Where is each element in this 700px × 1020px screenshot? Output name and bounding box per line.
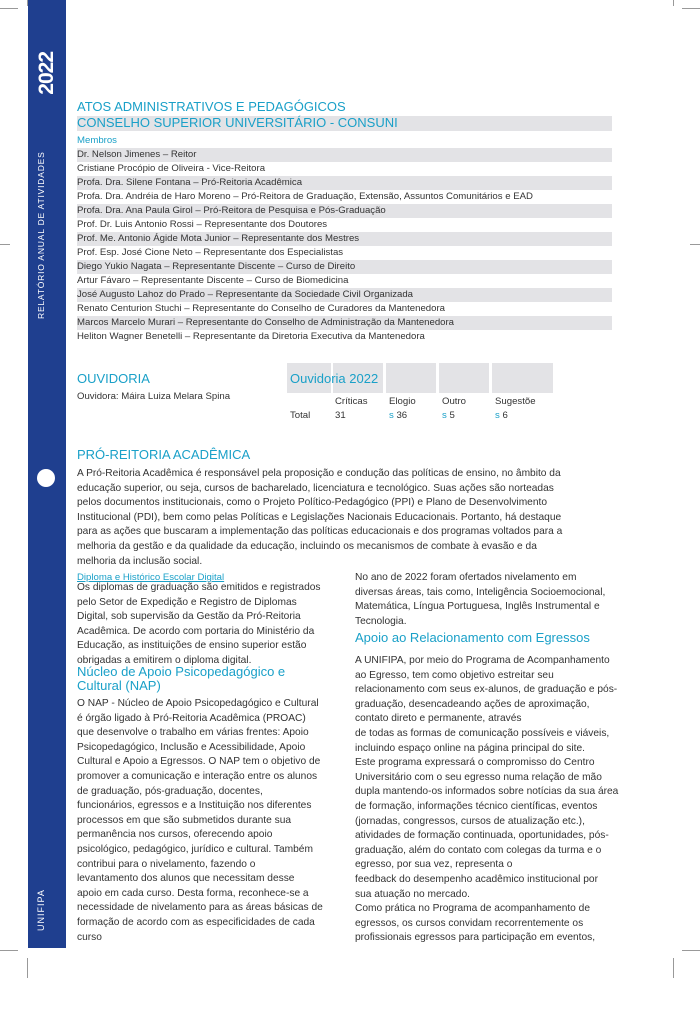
text-line: Educação, as instituições de ensino superior estão	[77, 640, 307, 652]
member-row: Cristiane Procópio de Oliveira - Vice-Reitora	[77, 163, 266, 174]
text-line: Matemática, Língua Portuguesa, Inglês Instrumental e	[355, 601, 600, 613]
member-row: Dr. Nelson Jimenes – Reitor	[77, 148, 612, 162]
text-line: atividades de formação continuada, oportunidades, pós-	[355, 830, 609, 842]
member-row: Profa. Dra. Silene Fontana – Pró-Reitoria Acadêmica	[77, 176, 612, 190]
text-line: relacionamento com seus ex-alunos, de graduação e pós-	[355, 684, 618, 696]
text-line: profissionais egressos para participação em eventos,	[355, 932, 596, 944]
text-line: Psicopedagógico, Inclusão e Acessibilidade, Apoio	[77, 741, 306, 753]
text-line: pelos documentos institucionais, como o Projeto Político-Pedagógico (PPI) e Plano de Desenvolvimento	[77, 497, 548, 509]
text-line: A UNIFIPA, por meio do Programa de Acompanhamento	[355, 655, 610, 666]
member-row: Profa. Dra. Ana Paula Girol – Pró-Reitora de Pesquisa e Pós-Graduação	[77, 204, 612, 218]
ouvidoria-title: OUVIDORIA	[77, 371, 150, 386]
text-line: para as ações que buscaram a implementação das políticas educacionais e dos programas voltados para a	[77, 526, 563, 538]
diploma-title: Diploma e Histórico Escolar Digital	[77, 572, 225, 583]
member-row: José Augusto Lahoz do Prado – Representante da Sociedade Civil Organizada	[77, 288, 612, 302]
text-line: educação superior, ou seja, cursos de bacharelado, licenciatura e tecnológico. Suas ações são norteadas	[77, 482, 554, 494]
text-line: dupla mantendo-os informados sobre notícias da sua área	[355, 786, 619, 798]
text-line: egressos, os cursos convidam recorrentemente os	[355, 917, 584, 929]
ouvidora-name: Ouvidora: Máira Luiza Melara Spina	[77, 391, 231, 402]
text-line: contato direto e permanente, através	[355, 713, 522, 725]
row-total-label: Total	[290, 410, 311, 421]
text-line: Os diplomas de graduação são emitidos e registrados	[77, 582, 321, 593]
ouvidoria-table-title: Ouvidoria 2022	[290, 371, 379, 386]
text-line: processos em que são submetidos durante sua	[77, 814, 292, 826]
crop-mark	[673, 0, 674, 6]
text-line: necessidade de nivelamento para as áreas básicas de	[77, 902, 323, 914]
value-elogios-number: 36	[393, 410, 408, 421]
text-line: No ano de 2022 foram ofertados nivelamento em	[355, 572, 577, 583]
value-criticas: 31	[335, 410, 346, 421]
sidebar-report-title: RELATÓRIO ANUAL DE ATIVIDADES	[36, 151, 46, 319]
text-line: diversas áreas, tais como, Inteligência Socioemocional,	[355, 586, 606, 598]
text-line: Acadêmica. De acordo com portaria do Ministério da	[77, 625, 315, 637]
ouvidoria-table-header	[492, 363, 553, 393]
text-line: obrigadas a emitirem o diploma digital.	[77, 655, 252, 666]
nap-title-line1: Núcleo de Apoio Psicopedagógico e	[77, 664, 286, 679]
text-line: contribui para o nivelamento, fazendo o	[77, 858, 256, 870]
crop-mark	[27, 958, 28, 978]
text-line: Tecnologia.	[355, 615, 407, 627]
proac-title: PRÓ-REITORIA ACADÊMICA	[77, 447, 251, 462]
member-row: Prof. Me. Antonio Ágide Mota Junior – Representante dos Mestres	[77, 232, 612, 246]
text-line: psicológico, pedagógico, jurídico e cultural. Também	[77, 844, 313, 855]
text-line: curso	[77, 931, 102, 943]
value-outros-number: 5	[446, 410, 455, 421]
member-row: Profa. Dra. Andréia de Haro Moreno – Pró-Reitora de Graduação, Extensão, Assuntos Comunitários e EAD	[77, 191, 533, 202]
text-line: funcionários, egressos e a Instituição nos diferentes	[77, 800, 312, 812]
ouvidoria-table-header	[439, 363, 489, 393]
crop-mark	[682, 950, 700, 951]
text-line: de formação, informações técnico científicas, eventos	[355, 801, 598, 812]
value-sugestoes-number: 6	[499, 410, 508, 421]
members-label: Membros	[77, 135, 117, 146]
consuni-title-line2: CONSELHO SUPERIOR UNIVERSITÁRIO - CONSUNI	[77, 116, 612, 131]
member-row: Diego Yukio Nagata – Representante Discente – Curso de Direito	[77, 260, 612, 274]
crop-mark	[682, 8, 700, 9]
text-line: de graduação, pós-graduação, docentes,	[77, 785, 263, 797]
crop-mark	[0, 950, 18, 951]
crop-mark	[690, 244, 700, 245]
text-line: melhoria da inclusão social.	[77, 555, 203, 567]
text-line: egresso, por sua vez, representa o	[355, 859, 513, 871]
consuni-title-line1: ATOS ADMINISTRATIVOS E PEDAGÓGICOS	[77, 99, 346, 114]
text-line: graduação, além do contato com colegas da turma e o	[355, 844, 602, 856]
col-sugestoes: Sugestõe	[495, 396, 536, 407]
text-line: A Pró-Reitoria Acadêmica é responsável pela proposição e condução das políticas de ensino, no âmbito da	[77, 468, 561, 479]
text-line: promover a comunicação e interação entre os alunos	[77, 771, 318, 782]
member-row: Renato Centurion Stuchi – Representante do Conselho de Curadores da Mantenedora	[77, 303, 446, 314]
col-criticas: Críticas	[335, 396, 368, 407]
text-line: Digital, sob supervisão da Gestão da Pró-Reitoria	[77, 611, 301, 623]
col-outros: Outro	[442, 396, 466, 407]
text-line: sua atuação no mercado.	[355, 888, 470, 900]
text-line: melhoria da gestão e da qualidade da educação, incluindo os mecanismos de combate à evasão e da	[77, 541, 537, 552]
value-sugestoes: s 6	[495, 410, 508, 421]
crop-mark	[673, 958, 674, 978]
text-line: permanência nos cursos, oferecendo apoio	[77, 829, 273, 841]
sidebar-year: 2022	[35, 52, 58, 95]
nap-title-line2: Cultural (NAP)	[77, 678, 161, 693]
text-line: que desenvolve o trabalho em várias frentes: Apoio	[77, 727, 309, 739]
sidebar-brand: UNIFIPA	[36, 889, 46, 931]
member-row: Marcos Marcelo Murari – Representante do Conselho de Administração da Mantenedora	[77, 316, 612, 330]
text-line: formação de acordo com as especificidades de cada	[77, 917, 315, 928]
text-line: O NAP - Núcleo de Apoio Psicopedagógico e Cultural	[77, 698, 319, 709]
text-line: levantamento dos alunos que necessitam desse	[77, 873, 295, 885]
text-line: apoio em cada curso. Desta forma, reconhece-se a	[77, 887, 309, 899]
text-line: (jornadas, congressos, cursos de atualização etc.),	[355, 815, 585, 827]
member-row: Heliton Wagner Benetelli – Representante da Diretoria Executiva da Mantenedora	[77, 331, 425, 342]
sidebar-dot-icon	[37, 469, 55, 487]
text-line: Este programa expressará o compromisso do Centro	[355, 757, 595, 769]
text-line: Universitário com o seu egresso numa relação de mão	[355, 771, 602, 783]
member-row: Prof. Esp. José Cione Neto – Representante dos Especialistas	[77, 247, 344, 258]
text-line: graduação, desencadeando ações de aproximação,	[355, 698, 590, 710]
text-line: de todas as formas de comunicação possíveis e viáveis,	[355, 728, 610, 739]
member-row: Prof. Dr. Luis Antonio Rossi – Representante dos Doutores	[77, 219, 328, 230]
egressos-title: Apoio ao Relacionamento com Egressos	[355, 630, 590, 645]
text-line: é órgão ligado à Pró-Reitoria Acadêmica (PROAC)	[77, 712, 306, 724]
value-outros: s 5	[442, 410, 455, 421]
value-elogios: s 36	[389, 410, 408, 421]
col-elogios: Elogio	[389, 396, 416, 407]
crop-mark	[0, 244, 10, 245]
crop-mark	[0, 8, 18, 9]
text-line: pelo Setor de Expedição e Registro de Diplomas	[77, 596, 297, 608]
text-line: Cultural e Apoio a Egressos. O NAP tem o objetivo de	[77, 756, 321, 768]
ouvidoria-table-header	[386, 363, 436, 393]
text-line: Institucional (PDI), bem como pelas Políticas e Legislações Nacionais Educacionais. Portanto, há destaque	[77, 511, 562, 523]
member-row: Artur Fávaro – Representante Discente – Curso de Biomedicina	[77, 275, 349, 286]
text-line: ao Egresso, tem como objetivo estreitar seu	[355, 669, 554, 681]
text-line: incluindo espaço online na página principal do site.	[355, 742, 585, 754]
text-line: Como prática no Programa de acompanhamento de	[355, 903, 591, 915]
text-line: feedback do desempenho acadêmico institucional por	[355, 874, 598, 885]
